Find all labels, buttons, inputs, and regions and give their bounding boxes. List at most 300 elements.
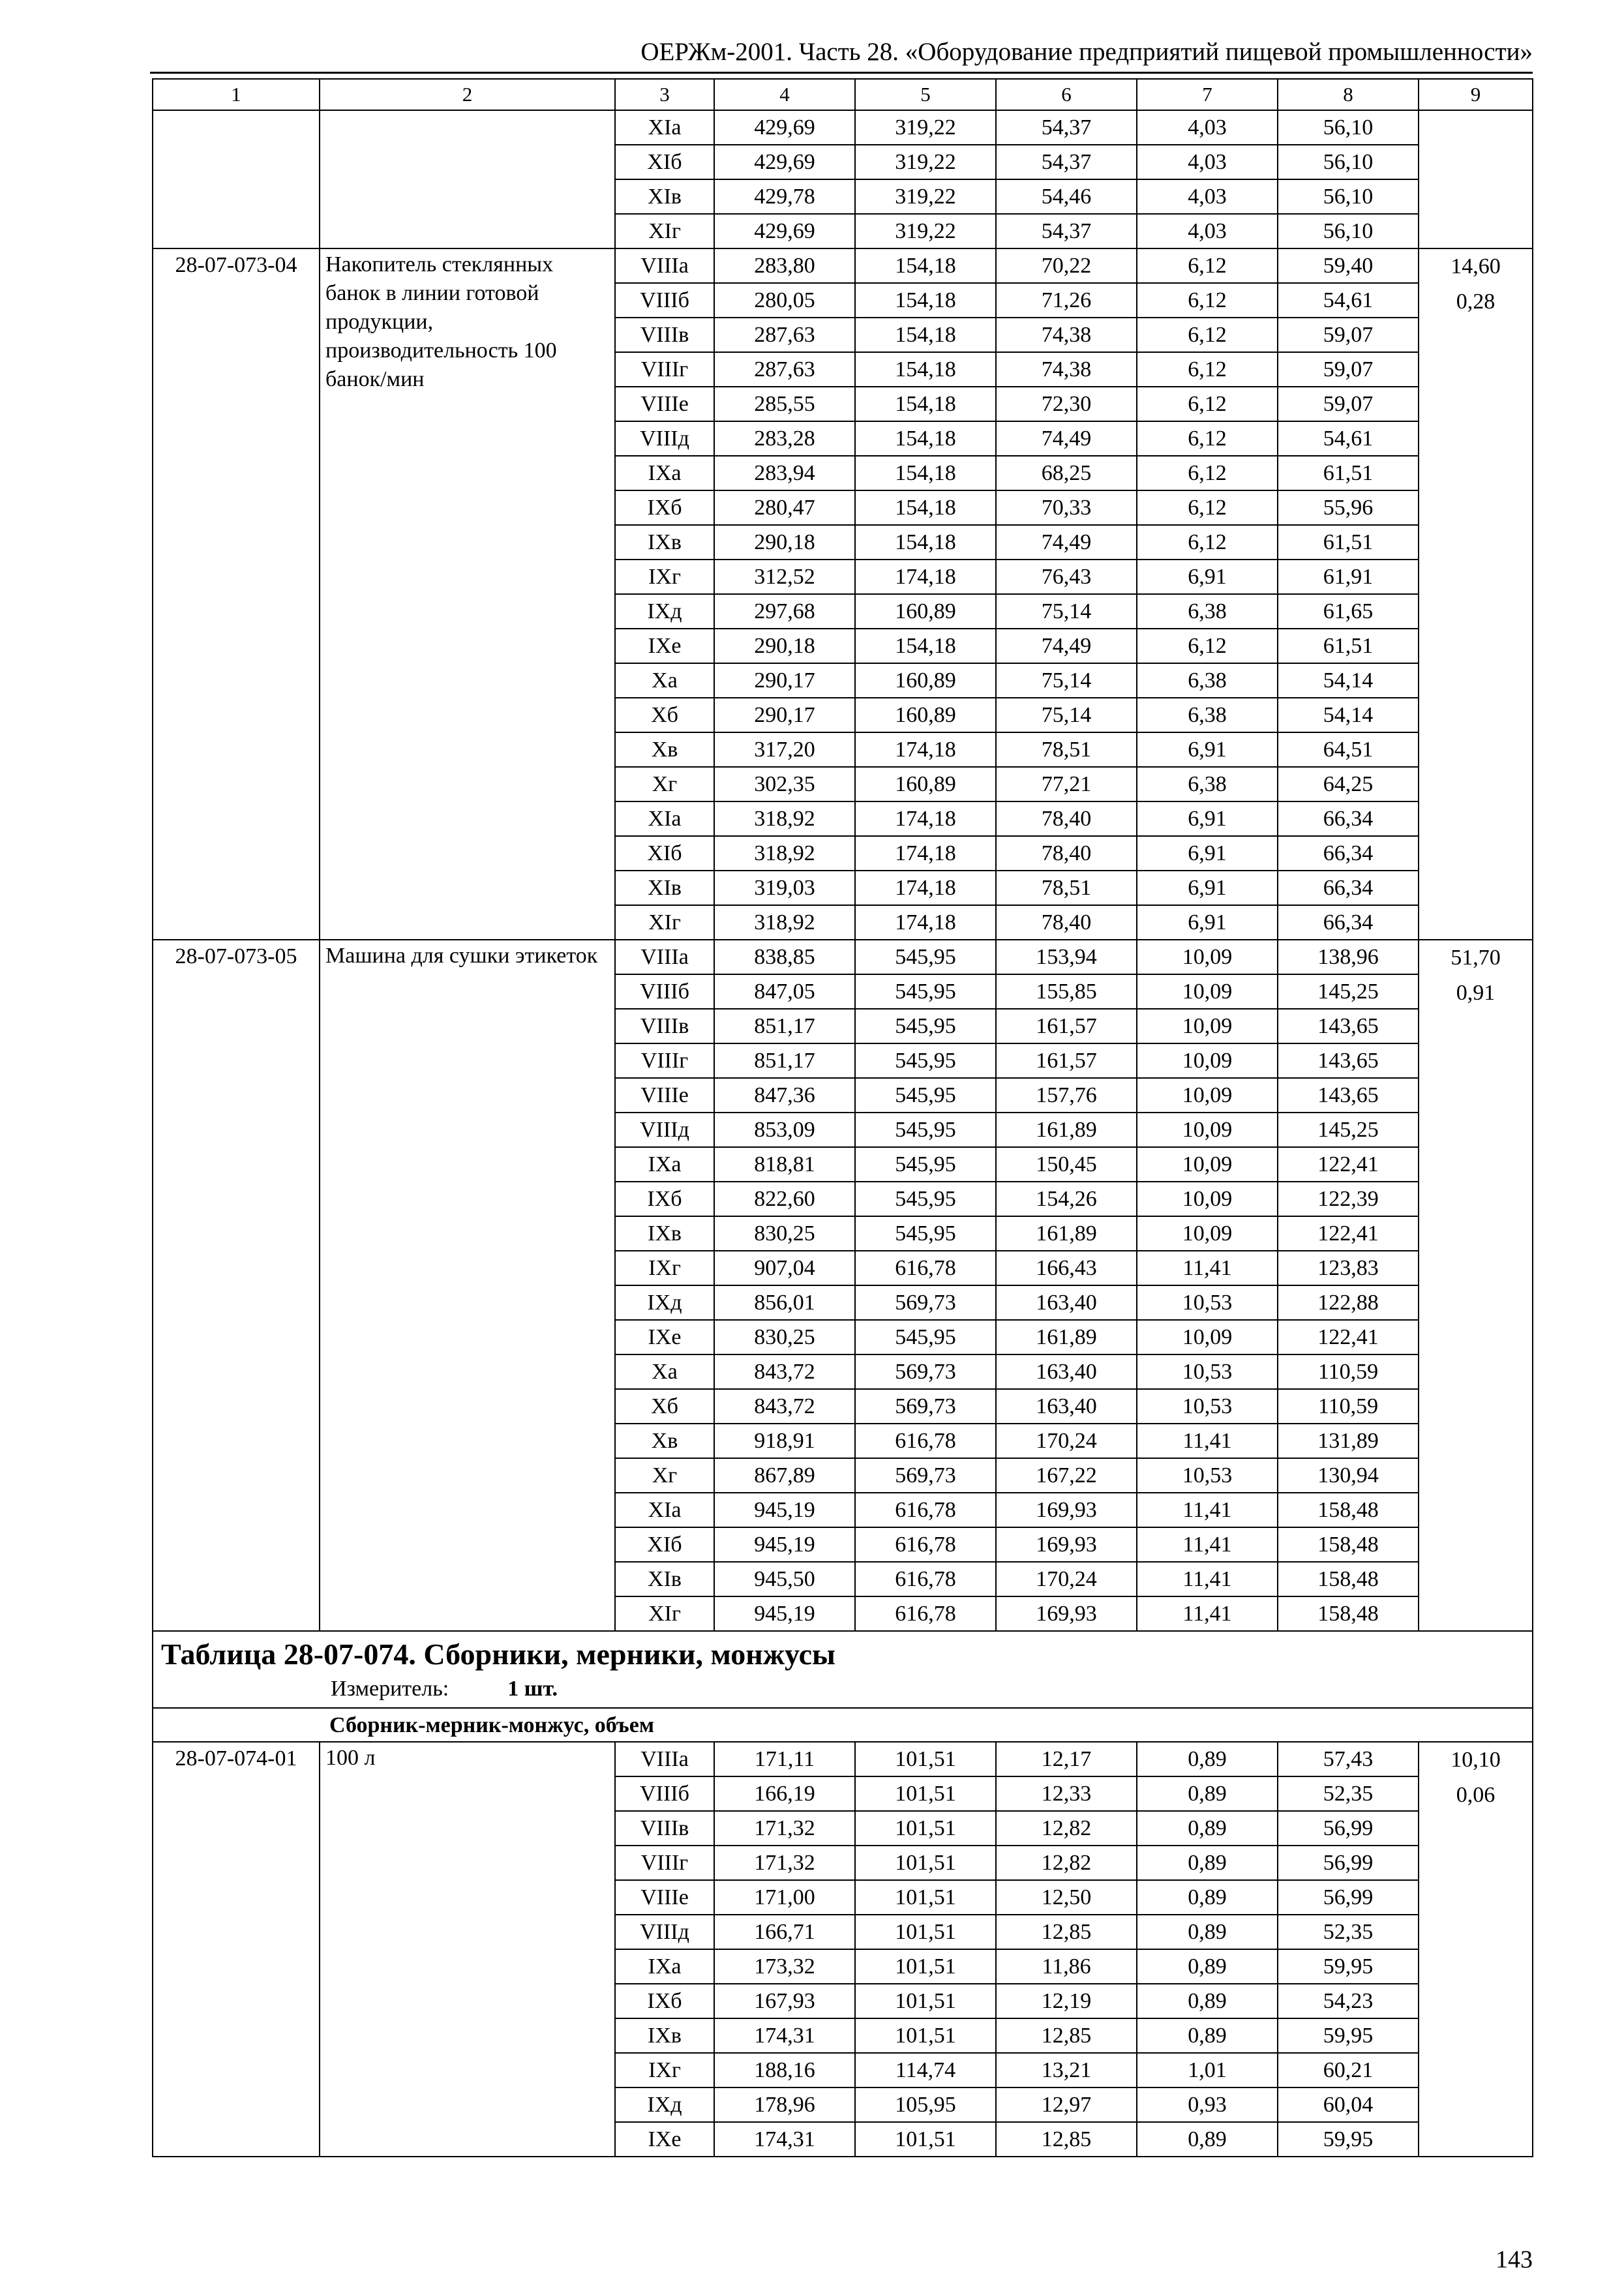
value-cell: 157,76 xyxy=(996,1078,1137,1113)
value-cell: 429,69 xyxy=(714,214,855,248)
value-cell: 10,09 xyxy=(1137,940,1278,974)
value-cell: 6,12 xyxy=(1137,525,1278,560)
value-cell: 154,18 xyxy=(855,421,996,456)
value-cell: 101,51 xyxy=(855,1742,996,1776)
value-cell: 4,03 xyxy=(1137,214,1278,248)
value-cell: 12,82 xyxy=(996,1811,1137,1846)
value-cell: 545,95 xyxy=(855,974,996,1009)
value-cell: 166,19 xyxy=(714,1776,855,1811)
zone-cell: Xб xyxy=(615,1389,714,1424)
column-number: 2 xyxy=(320,79,615,110)
value-cell: 822,60 xyxy=(714,1182,855,1216)
value-cell: 56,10 xyxy=(1278,145,1419,179)
value-cell: 6,38 xyxy=(1137,698,1278,732)
value-cell: 10,09 xyxy=(1137,1043,1278,1078)
value-cell: 6,12 xyxy=(1137,387,1278,421)
value-cell: 154,18 xyxy=(855,456,996,490)
table-row xyxy=(153,110,1533,145)
value-cell: 60,04 xyxy=(1278,2087,1419,2122)
value-cell: 161,89 xyxy=(996,1320,1137,1354)
value-cell: 123,83 xyxy=(1278,1251,1419,1285)
value-cell: 1,01 xyxy=(1137,2053,1278,2087)
value-cell: 54,14 xyxy=(1278,663,1419,698)
value-cell: 101,51 xyxy=(855,1984,996,2018)
value-cell: 101,51 xyxy=(855,1949,996,1984)
value-cell: 4,03 xyxy=(1137,110,1278,145)
value-cell: 54,61 xyxy=(1278,283,1419,318)
value-cell: 101,51 xyxy=(855,1915,996,1949)
zone-cell: XIа xyxy=(615,801,714,836)
value-cell: 545,95 xyxy=(855,1216,996,1251)
value-cell: 616,78 xyxy=(855,1527,996,1562)
value-cell: 56,99 xyxy=(1278,1846,1419,1880)
value-cell: 12,17 xyxy=(996,1742,1137,1776)
value-cell: 0,89 xyxy=(1137,1846,1278,1880)
value-cell: 907,04 xyxy=(714,1251,855,1285)
value-cell: 170,24 xyxy=(996,1424,1137,1458)
value-cell: 66,34 xyxy=(1278,836,1419,871)
value-cell: 163,40 xyxy=(996,1285,1137,1320)
zone-cell: VIIIа xyxy=(615,248,714,283)
value-cell: 6,12 xyxy=(1137,456,1278,490)
zone-cell: IXа xyxy=(615,456,714,490)
value-cell: 11,86 xyxy=(996,1949,1137,1984)
value-cell: 569,73 xyxy=(855,1285,996,1320)
column-9-value: 0,91 xyxy=(1456,981,1496,1005)
value-cell: 818,81 xyxy=(714,1147,855,1182)
zone-cell: IXд xyxy=(615,1285,714,1320)
zone-cell: IXб xyxy=(615,490,714,525)
value-cell: 545,95 xyxy=(855,1147,996,1182)
value-cell: 429,78 xyxy=(714,179,855,214)
value-cell: 6,38 xyxy=(1137,767,1278,801)
value-cell: 319,22 xyxy=(855,145,996,179)
value-cell: 11,41 xyxy=(1137,1562,1278,1596)
zone-cell: Xа xyxy=(615,663,714,698)
value-cell: 101,51 xyxy=(855,2122,996,2157)
zone-cell: Xа xyxy=(615,1354,714,1389)
value-cell: 10,09 xyxy=(1137,974,1278,1009)
column-number: 4 xyxy=(714,79,855,110)
value-cell: 78,40 xyxy=(996,905,1137,940)
column-9-cell xyxy=(1419,248,1533,940)
value-cell: 616,78 xyxy=(855,1596,996,1631)
column-number: 6 xyxy=(996,79,1137,110)
column-number: 5 xyxy=(855,79,996,110)
value-cell: 10,09 xyxy=(1137,1078,1278,1113)
zone-cell: IXг xyxy=(615,560,714,594)
value-cell: 163,40 xyxy=(996,1389,1137,1424)
zone-cell: VIIIв xyxy=(615,1811,714,1846)
value-cell: 154,18 xyxy=(855,490,996,525)
value-cell: 78,51 xyxy=(996,732,1137,767)
zone-cell: IXв xyxy=(615,1216,714,1251)
value-cell: 545,95 xyxy=(855,940,996,974)
value-cell: 174,31 xyxy=(714,2018,855,2053)
zone-cell: VIIIв xyxy=(615,1009,714,1043)
value-cell: 174,18 xyxy=(855,732,996,767)
value-cell: 154,18 xyxy=(855,283,996,318)
zone-cell: IXе xyxy=(615,629,714,663)
value-cell: 110,59 xyxy=(1278,1389,1419,1424)
value-cell: 6,38 xyxy=(1137,663,1278,698)
column-number: 3 xyxy=(615,79,714,110)
value-cell: 131,89 xyxy=(1278,1424,1419,1458)
value-cell: 569,73 xyxy=(855,1458,996,1493)
value-cell: 66,34 xyxy=(1278,905,1419,940)
value-cell: 174,18 xyxy=(855,560,996,594)
value-cell: 297,68 xyxy=(714,594,855,629)
rate-code: 28-07-073-04 xyxy=(153,248,320,940)
value-cell: 6,91 xyxy=(1137,732,1278,767)
value-cell: 169,93 xyxy=(996,1596,1137,1631)
value-cell: 10,09 xyxy=(1137,1113,1278,1147)
value-cell: 122,88 xyxy=(1278,1285,1419,1320)
value-cell: 290,18 xyxy=(714,525,855,560)
value-cell: 11,41 xyxy=(1137,1251,1278,1285)
zone-cell: Xг xyxy=(615,1458,714,1493)
value-cell: 74,49 xyxy=(996,629,1137,663)
value-cell: 166,71 xyxy=(714,1915,855,1949)
column-9-value: 0,06 xyxy=(1456,1783,1496,1807)
zone-cell: Xг xyxy=(615,767,714,801)
value-cell: 56,10 xyxy=(1278,214,1419,248)
zone-cell: Xб xyxy=(615,698,714,732)
zone-cell: VIIIа xyxy=(615,1742,714,1776)
value-cell: 319,22 xyxy=(855,179,996,214)
zone-cell: VIIIд xyxy=(615,1113,714,1147)
value-cell: 0,89 xyxy=(1137,2122,1278,2157)
column-9-value: 14,60 xyxy=(1451,254,1501,278)
value-cell: 12,19 xyxy=(996,1984,1137,2018)
value-cell: 830,25 xyxy=(714,1216,855,1251)
value-cell: 945,19 xyxy=(714,1527,855,1562)
value-cell: 169,93 xyxy=(996,1493,1137,1527)
value-cell: 122,41 xyxy=(1278,1320,1419,1354)
value-cell: 11,41 xyxy=(1137,1596,1278,1631)
value-cell: 56,99 xyxy=(1278,1811,1419,1846)
value-cell: 54,37 xyxy=(996,145,1137,179)
table-title: Таблица 28-07-074. Сборники, мерники, монжусы xyxy=(161,1638,835,1671)
value-cell: 52,35 xyxy=(1278,1915,1419,1949)
value-cell: 167,93 xyxy=(714,1984,855,2018)
value-cell: 843,72 xyxy=(714,1354,855,1389)
value-cell: 4,03 xyxy=(1137,145,1278,179)
rate-code: 28-07-074-01 xyxy=(153,1742,320,2157)
value-cell: 851,17 xyxy=(714,1043,855,1078)
rate-code: 28-07-073-05 xyxy=(153,940,320,1631)
value-cell: 280,05 xyxy=(714,283,855,318)
zone-cell: XIб xyxy=(615,145,714,179)
value-cell: 10,09 xyxy=(1137,1182,1278,1216)
value-cell: 6,91 xyxy=(1137,560,1278,594)
value-cell: 59,07 xyxy=(1278,387,1419,421)
zone-cell: VIIIб xyxy=(615,283,714,318)
value-cell: 856,01 xyxy=(714,1285,855,1320)
value-cell: 12,33 xyxy=(996,1776,1137,1811)
value-cell: 167,22 xyxy=(996,1458,1137,1493)
value-cell: 569,73 xyxy=(855,1354,996,1389)
page-number: 143 xyxy=(1496,2246,1533,2273)
value-cell: 55,96 xyxy=(1278,490,1419,525)
value-cell: 283,80 xyxy=(714,248,855,283)
value-cell: 0,89 xyxy=(1137,1811,1278,1846)
zone-cell: XIв xyxy=(615,871,714,905)
value-cell: 918,91 xyxy=(714,1424,855,1458)
value-cell: 158,48 xyxy=(1278,1493,1419,1527)
value-cell: 0,89 xyxy=(1137,1915,1278,1949)
zone-cell: VIIIв xyxy=(615,318,714,352)
value-cell: 145,25 xyxy=(1278,974,1419,1009)
value-cell: 6,91 xyxy=(1137,905,1278,940)
value-cell: 545,95 xyxy=(855,1113,996,1147)
value-cell: 6,12 xyxy=(1137,283,1278,318)
value-cell: 61,51 xyxy=(1278,456,1419,490)
value-cell: 174,18 xyxy=(855,801,996,836)
value-cell: 56,10 xyxy=(1278,110,1419,145)
zone-cell: IXд xyxy=(615,594,714,629)
value-cell: 153,94 xyxy=(996,940,1137,974)
value-cell: 61,91 xyxy=(1278,560,1419,594)
column-number: 1 xyxy=(153,79,320,110)
value-cell: 78,40 xyxy=(996,801,1137,836)
zone-cell: XIа xyxy=(615,1493,714,1527)
value-cell: 59,95 xyxy=(1278,2018,1419,2053)
meter-value: 1 шт. xyxy=(507,1677,558,1701)
value-cell: 545,95 xyxy=(855,1320,996,1354)
value-cell: 6,12 xyxy=(1137,352,1278,387)
zone-cell: VIIIб xyxy=(615,974,714,1009)
value-cell: 867,89 xyxy=(714,1458,855,1493)
value-cell: 6,12 xyxy=(1137,421,1278,456)
value-cell: 160,89 xyxy=(855,767,996,801)
zone-cell: XIа xyxy=(615,110,714,145)
value-cell: 145,25 xyxy=(1278,1113,1419,1147)
value-cell: 830,25 xyxy=(714,1320,855,1354)
zone-cell: IXв xyxy=(615,2018,714,2053)
zone-cell: XIб xyxy=(615,836,714,871)
value-cell: 64,25 xyxy=(1278,767,1419,801)
value-cell: 158,48 xyxy=(1278,1596,1419,1631)
zone-cell: IXд xyxy=(615,2087,714,2122)
value-cell: 54,46 xyxy=(996,179,1137,214)
table-title-row xyxy=(153,1631,1533,1708)
value-cell: 0,89 xyxy=(1137,2018,1278,2053)
value-cell: 59,07 xyxy=(1278,352,1419,387)
zone-cell: VIIIе xyxy=(615,1078,714,1113)
value-cell: 12,85 xyxy=(996,2122,1137,2157)
value-cell: 68,25 xyxy=(996,456,1137,490)
value-cell: 154,18 xyxy=(855,248,996,283)
value-cell: 54,37 xyxy=(996,214,1137,248)
value-cell: 171,32 xyxy=(714,1811,855,1846)
column-9-cell xyxy=(1419,940,1533,1631)
value-cell: 64,51 xyxy=(1278,732,1419,767)
column-9-value: 51,70 xyxy=(1451,946,1501,970)
value-cell: 75,14 xyxy=(996,594,1137,629)
value-cell: 72,30 xyxy=(996,387,1137,421)
table-row xyxy=(153,940,1533,974)
value-cell: 76,43 xyxy=(996,560,1137,594)
value-cell: 130,94 xyxy=(1278,1458,1419,1493)
zone-cell: IXб xyxy=(615,1984,714,2018)
zone-cell: XIг xyxy=(615,1596,714,1631)
value-cell: 6,91 xyxy=(1137,836,1278,871)
value-cell: 163,40 xyxy=(996,1354,1137,1389)
value-cell: 13,21 xyxy=(996,2053,1137,2087)
table-body xyxy=(153,79,1533,2157)
value-cell: 174,18 xyxy=(855,905,996,940)
zone-cell: IXа xyxy=(615,1147,714,1182)
value-cell: 54,61 xyxy=(1278,421,1419,456)
value-cell: 545,95 xyxy=(855,1182,996,1216)
zone-cell: XIг xyxy=(615,905,714,940)
column-9-value: 0,28 xyxy=(1456,290,1496,314)
equipment-name xyxy=(320,110,615,248)
value-cell: 0,89 xyxy=(1137,1949,1278,1984)
value-cell: 110,59 xyxy=(1278,1354,1419,1389)
running-header: ОЕРЖм-2001. Часть 28. «Оборудование предприятий пищевой промышленности» xyxy=(640,38,1533,66)
value-cell: 171,11 xyxy=(714,1742,855,1776)
value-cell: 71,26 xyxy=(996,283,1137,318)
value-cell: 0,89 xyxy=(1137,1984,1278,2018)
value-cell: 122,39 xyxy=(1278,1182,1419,1216)
value-cell: 616,78 xyxy=(855,1251,996,1285)
value-cell: 429,69 xyxy=(714,145,855,179)
value-cell: 10,09 xyxy=(1137,1320,1278,1354)
value-cell: 101,51 xyxy=(855,1811,996,1846)
value-cell: 319,22 xyxy=(855,110,996,145)
value-cell: 54,37 xyxy=(996,110,1137,145)
value-cell: 10,53 xyxy=(1137,1458,1278,1493)
value-cell: 60,21 xyxy=(1278,2053,1419,2087)
zone-cell: VIIIг xyxy=(615,352,714,387)
value-cell: 75,14 xyxy=(996,663,1137,698)
value-cell: 12,85 xyxy=(996,2018,1137,2053)
value-cell: 154,26 xyxy=(996,1182,1137,1216)
value-cell: 6,12 xyxy=(1137,629,1278,663)
value-cell: 52,35 xyxy=(1278,1776,1419,1811)
zone-cell: XIб xyxy=(615,1527,714,1562)
value-cell: 10,53 xyxy=(1137,1389,1278,1424)
value-cell: 174,31 xyxy=(714,2122,855,2157)
value-cell: 945,19 xyxy=(714,1493,855,1527)
value-cell: 616,78 xyxy=(855,1493,996,1527)
zone-cell: IXб xyxy=(615,1182,714,1216)
value-cell: 545,95 xyxy=(855,1043,996,1078)
value-cell: 59,95 xyxy=(1278,2122,1419,2157)
value-cell: 114,74 xyxy=(855,2053,996,2087)
value-cell: 61,51 xyxy=(1278,629,1419,663)
value-cell: 10,09 xyxy=(1137,1216,1278,1251)
value-cell: 160,89 xyxy=(855,663,996,698)
value-cell: 59,40 xyxy=(1278,248,1419,283)
value-cell: 154,18 xyxy=(855,387,996,421)
value-cell: 154,18 xyxy=(855,629,996,663)
value-cell: 616,78 xyxy=(855,1562,996,1596)
zone-cell: XIв xyxy=(615,179,714,214)
value-cell: 78,51 xyxy=(996,871,1137,905)
zone-cell: Xв xyxy=(615,1424,714,1458)
table-subtitle: Сборник-мерник-монжус, объем xyxy=(153,1708,1533,1742)
value-cell: 161,57 xyxy=(996,1009,1137,1043)
value-cell: 143,65 xyxy=(1278,1043,1419,1078)
value-cell: 11,41 xyxy=(1137,1527,1278,1562)
value-cell: 945,50 xyxy=(714,1562,855,1596)
value-cell: 847,36 xyxy=(714,1078,855,1113)
value-cell: 178,96 xyxy=(714,2087,855,2122)
value-cell: 843,72 xyxy=(714,1389,855,1424)
value-cell: 312,52 xyxy=(714,560,855,594)
value-cell: 138,96 xyxy=(1278,940,1419,974)
value-cell: 59,95 xyxy=(1278,1949,1419,1984)
value-cell: 75,14 xyxy=(996,698,1137,732)
column-9-cell xyxy=(1419,1742,1533,2157)
value-cell: 838,85 xyxy=(714,940,855,974)
value-cell: 154,18 xyxy=(855,525,996,560)
header-rule xyxy=(150,72,1533,74)
value-cell: 143,65 xyxy=(1278,1009,1419,1043)
value-cell: 61,65 xyxy=(1278,594,1419,629)
zone-cell: VIIIа xyxy=(615,940,714,974)
value-cell: 154,18 xyxy=(855,318,996,352)
zone-cell: IXе xyxy=(615,2122,714,2157)
value-cell: 174,18 xyxy=(855,871,996,905)
zone-cell: VIIIб xyxy=(615,1776,714,1811)
value-cell: 569,73 xyxy=(855,1389,996,1424)
value-cell: 188,16 xyxy=(714,2053,855,2087)
value-cell: 174,18 xyxy=(855,836,996,871)
value-cell: 285,55 xyxy=(714,387,855,421)
zone-cell: IXв xyxy=(615,525,714,560)
value-cell: 319,22 xyxy=(855,214,996,248)
value-cell: 12,50 xyxy=(996,1880,1137,1915)
rate-code xyxy=(153,110,320,248)
zone-cell: Xв xyxy=(615,732,714,767)
value-cell: 4,03 xyxy=(1137,179,1278,214)
value-cell: 6,91 xyxy=(1137,801,1278,836)
value-cell: 287,63 xyxy=(714,352,855,387)
value-cell: 6,12 xyxy=(1137,490,1278,525)
value-cell: 61,51 xyxy=(1278,525,1419,560)
value-cell: 54,23 xyxy=(1278,1984,1419,2018)
value-cell: 154,18 xyxy=(855,352,996,387)
value-cell: 545,95 xyxy=(855,1009,996,1043)
value-cell: 945,19 xyxy=(714,1596,855,1631)
value-cell: 171,00 xyxy=(714,1880,855,1915)
value-cell: 11,41 xyxy=(1137,1424,1278,1458)
rates-table xyxy=(152,78,1533,2157)
value-cell: 173,32 xyxy=(714,1949,855,1984)
zone-cell: VIIIе xyxy=(615,387,714,421)
value-cell: 74,49 xyxy=(996,421,1137,456)
value-cell: 56,10 xyxy=(1278,179,1419,214)
value-cell: 319,03 xyxy=(714,871,855,905)
column-number: 7 xyxy=(1137,79,1278,110)
value-cell: 6,12 xyxy=(1137,248,1278,283)
zone-cell: IXг xyxy=(615,2053,714,2087)
value-cell: 318,92 xyxy=(714,905,855,940)
equipment-name: 100 л xyxy=(320,1742,615,2157)
equipment-name: Накопитель стеклянных банок в линии готовой продукции, производительность 100 банок/мин xyxy=(320,248,615,940)
value-cell: 283,94 xyxy=(714,456,855,490)
value-cell: 70,33 xyxy=(996,490,1137,525)
value-cell: 290,18 xyxy=(714,629,855,663)
equipment-name: Машина для сушки этикеток xyxy=(320,940,615,1631)
column-number: 8 xyxy=(1278,79,1419,110)
value-cell: 158,48 xyxy=(1278,1527,1419,1562)
value-cell: 105,95 xyxy=(855,2087,996,2122)
